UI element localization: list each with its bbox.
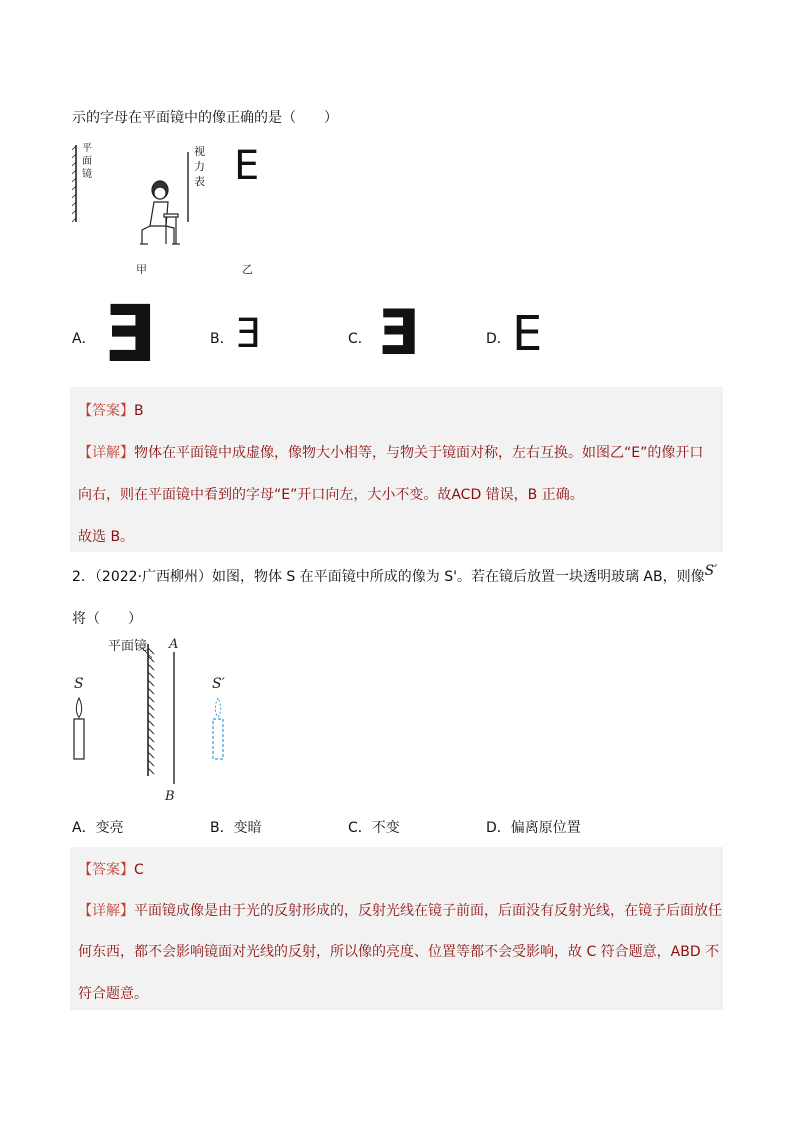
q1-detail-line-1: [78, 442, 703, 462]
q2-option-a: A．变亮: [72, 820, 124, 836]
q2-detail-line-2: 何东西，都不会影响镜面对光线的反射，所以像的亮度、位置等都不会受影响，故 C 符合题意，ABD 不: [78, 944, 720, 960]
q1-answer-tag: 【答案】: [78, 403, 134, 419]
q2-answer-box: [70, 847, 723, 1010]
q1-detail-line-2: 向右，则在平面镜中看到的字母“E”开口向左，大小不变。故ACD 错误，B 正确。: [78, 487, 584, 503]
q2-option-b: B．变暗: [210, 820, 262, 836]
q2-figure-svg: [66, 632, 266, 808]
q2-detail-tag: 【详解】: [78, 903, 134, 919]
q2-answer-value: C: [134, 862, 144, 878]
q1-chart-label-char: 力: [194, 160, 205, 173]
q2-stem-s-prime: S′: [704, 563, 718, 579]
q1-answer-box: [70, 387, 723, 552]
q1-option-b-glyph: [236, 311, 262, 357]
q1-person-figure: [140, 181, 180, 244]
q1-stem: 示的字母在平面镜中的像正确的是（ ）: [72, 110, 338, 126]
q2-detail-text-1: 平面镜成像是由于光的反射形成的，反射光线在镜子前面，后面没有反射光线，在镜子后面放任: [134, 903, 722, 919]
q1-mirror-label-char: 平: [82, 143, 92, 154]
q1-option-a-mirrored-e: E: [104, 290, 158, 380]
q1-detail-text-1: 物体在平面镜中成虚像，像物大小相等，与物关于镜面对称，左右互换。如图乙“E”的像开口: [134, 445, 704, 461]
q2-candle: [74, 719, 84, 759]
q2-answer-line: [78, 859, 144, 879]
q1-chart-label-char: 视: [194, 145, 205, 158]
q1-chart-label: [194, 144, 206, 189]
q1-option-a-label: A．: [72, 331, 96, 347]
q1-caption-b: 乙: [242, 263, 253, 276]
q2-label-s: S: [74, 676, 84, 692]
q2-label-a: A: [169, 637, 179, 652]
q1-mirror-label-char: 镜: [82, 169, 92, 180]
q1-option-a-glyph: [104, 290, 158, 380]
q1-option-c-glyph: [378, 296, 421, 369]
q1-figure: [70, 140, 300, 280]
q1-detail-tag: 【详解】: [78, 445, 134, 461]
q2-candle-flame-icon: [76, 698, 81, 717]
q2-option-c: C．不变: [348, 820, 400, 836]
q2-label-s-prime: S′: [212, 676, 225, 692]
q2-mirror-hatch: [148, 648, 154, 774]
q1-option-b-mirrored-e: E: [236, 311, 262, 357]
q2-answer-tag: 【答案】: [78, 862, 134, 878]
q1-option-c-label: C．: [348, 331, 372, 347]
q2-option-d: D．偏离原位置: [486, 820, 581, 836]
q1-option-b-label: B．: [210, 331, 234, 347]
q2-image-flame-icon: [215, 698, 220, 717]
q1-answer-value: B: [134, 403, 144, 419]
q1-option-d-label: D．: [486, 331, 511, 347]
q1-mirror-label-char: 面: [82, 156, 92, 167]
q1-chart-label-char: 表: [194, 175, 205, 188]
q2-stem-line-1: [72, 563, 718, 587]
q2-figure: [66, 632, 266, 808]
q2-stem-line-2: 将（ ）: [72, 611, 142, 627]
q1-option-c-mirrored-e: E: [378, 296, 421, 369]
q2-image-candle: [213, 719, 223, 759]
q2-label-b: B: [165, 789, 175, 804]
q1-mirror-label: [82, 142, 94, 181]
q1-detail-line-3: 故选 B。: [78, 529, 135, 545]
q2-detail-line-1: [78, 900, 722, 920]
q2-detail-line-3: 符合题意。: [78, 986, 148, 1002]
q1-option-d-glyph: E: [512, 306, 543, 362]
q2-stem-text: 2．（2022·广西柳州）如图，物体 S 在平面镜中所成的像为 S'。若在镜后放置一块透明玻璃 AB，则像: [72, 569, 705, 585]
q1-chart-letter: E: [234, 143, 260, 189]
q2-mirror-label: 平面镜: [108, 639, 148, 654]
q1-caption-a: 甲: [136, 263, 147, 276]
q1-figure-svg: [70, 140, 300, 280]
q1-answer-line: [78, 400, 144, 420]
